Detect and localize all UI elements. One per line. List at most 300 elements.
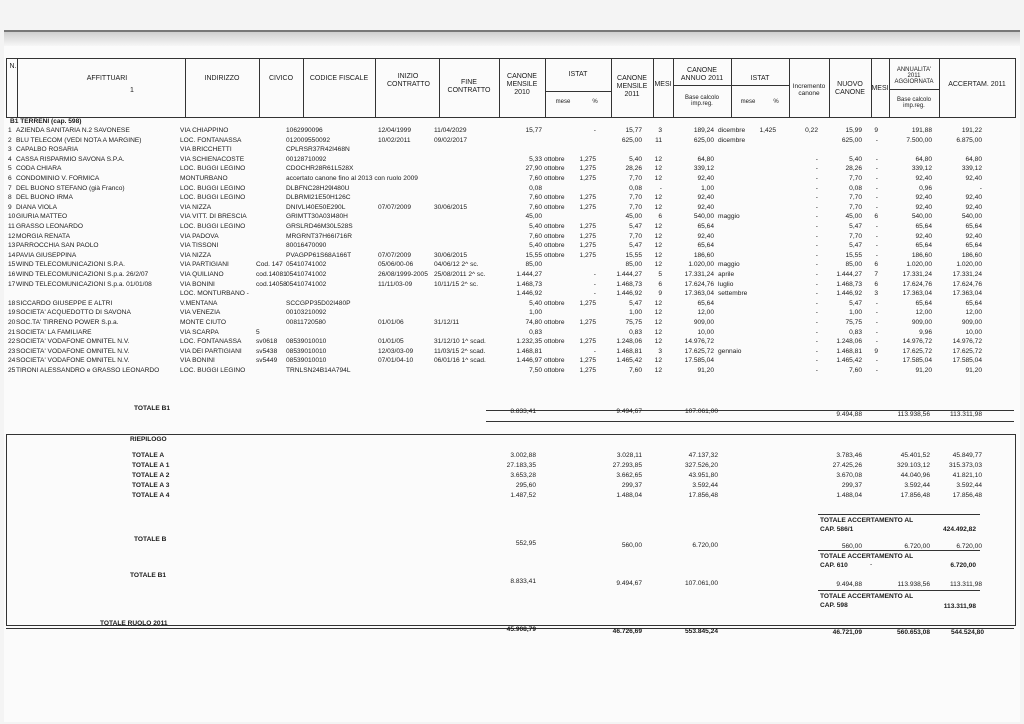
- cell-nuovo: 28,26: [845, 165, 862, 173]
- cell-ann: 17.625,72: [902, 347, 932, 355]
- header-nuovo-canone: NUOVO CANONE: [835, 81, 865, 96]
- cell-annuo: 186,60: [693, 251, 714, 259]
- cell-c2011: 1,00: [629, 309, 642, 317]
- totale-b1-c2011: 9.494,67: [616, 408, 642, 415]
- cell-acc: 91,20: [965, 367, 982, 374]
- cell-n: 4: [8, 155, 12, 163]
- cell-name: SOCIETA' VODAFONE OMNITEL N.V.: [16, 338, 130, 346]
- cell-start: 01/01/06: [378, 319, 404, 326]
- riepilogo-acc: 315.373,03: [948, 462, 982, 469]
- riepilogo-annuo: 327.526,20: [684, 462, 718, 469]
- cell-ip: 1,275: [579, 175, 596, 182]
- table-row: [0, 318, 1016, 328]
- cell-nuovo: 15,55: [845, 251, 862, 259]
- riepilogo-b1-annuo: 107.061,00: [684, 580, 718, 587]
- cell-c2011: 1.248,06: [616, 338, 642, 346]
- cell-ip: 1,275: [579, 338, 596, 346]
- cell-n: 17: [8, 280, 16, 288]
- ruolo-c2011: 46.726,69: [612, 628, 642, 635]
- cell-n: 24: [8, 357, 16, 365]
- cell-mesi: -: [659, 184, 662, 192]
- cell-addr: VIA DEI PARTIGIANI: [180, 347, 242, 355]
- cell-c2011: 0,83: [629, 328, 642, 336]
- cell-c2011: 85,00: [625, 261, 642, 269]
- ruolo-accertam: 544.524,80: [950, 629, 984, 636]
- cell-name: DEL BUONO STEFANO (già Franco): [16, 184, 125, 192]
- riepilogo-label: TOTALE A 4: [132, 492, 170, 499]
- cell-mesi: 3: [658, 127, 662, 134]
- table-row: [0, 222, 1016, 232]
- cell-cf: 012009550092: [286, 136, 331, 144]
- cell-n: 2: [8, 136, 12, 144]
- cell-start: 01/01/05: [378, 338, 404, 346]
- cell-c2010: 5,33: [529, 155, 542, 163]
- header-istat: ISTAT: [568, 71, 588, 78]
- cell-end: 31/12/10 1^ scad.: [434, 338, 486, 346]
- cell-ann: 65,64: [915, 299, 932, 307]
- cell-c2011: 1.444,27: [616, 271, 642, 278]
- cell-inc: 0,22: [805, 127, 818, 134]
- cell-addr: VIA TISSONI: [180, 242, 219, 250]
- cell-nuovo: 0,08: [849, 184, 862, 192]
- cell-ip: 1,275: [579, 357, 596, 365]
- cell-im: ottobre: [544, 203, 565, 211]
- cell-mesi2: -: [875, 328, 878, 336]
- cell-addr: LOC. BUGGI LEGINO: [180, 184, 246, 192]
- cell-nuovo: 1,00: [849, 309, 862, 317]
- cell-cf: 00811720580: [286, 319, 326, 326]
- header-indirizzo: INDIRIZZO: [204, 75, 240, 82]
- cell-ann: 64,80: [915, 155, 932, 163]
- cell-ip: -: [593, 271, 596, 278]
- cell-c2010: 85,00: [525, 261, 542, 269]
- cell-name: WIND TELECOMUNICAZIONI S.P.A.: [16, 261, 125, 269]
- totale-b-nuovo: 560,00: [841, 543, 862, 550]
- cell-c2010: 74,80: [525, 319, 542, 326]
- cell-cf: 08539010010: [286, 347, 327, 355]
- cell-mesi: 12: [654, 194, 662, 202]
- cell-n: 21: [8, 328, 16, 336]
- cell-annuo: 92,40: [697, 175, 714, 182]
- cell-nuovo: 1.444,27: [836, 271, 862, 278]
- cell-n: 6: [8, 175, 12, 182]
- totale-b1-c2010: 8.833,41: [510, 408, 536, 415]
- cell-n: 14: [8, 251, 16, 259]
- cell-annuo: 91,20: [697, 367, 714, 374]
- cell-mesi: 12: [654, 223, 662, 230]
- table-row: [0, 241, 1016, 251]
- cell-acc: 6.875,00: [956, 136, 982, 144]
- cell-addr: VIA PADOVA: [180, 232, 219, 240]
- cell-annuo: 92,40: [697, 194, 714, 202]
- totale-b-accertam: 6.720,00: [956, 543, 982, 550]
- cell-cf: 00103210092: [286, 309, 327, 317]
- cell-annuo: 65,64: [697, 299, 714, 307]
- cell-c2011: 15,77: [625, 127, 642, 134]
- cell-im2: maggio: [718, 213, 740, 221]
- cell-ann: 92,40: [915, 175, 932, 182]
- cell-c2010: 1.468,73: [516, 280, 542, 288]
- riepilogo-c2011: 1.488,04: [616, 492, 642, 499]
- cell-inc: -: [815, 165, 818, 173]
- cell-c2011: 1.468,81: [616, 347, 642, 355]
- accertamento-586-label: TOTALE ACCERTAMENTO AL CAP. 586/1: [820, 517, 914, 533]
- riepilogo-c2011: 27.293,85: [612, 462, 642, 469]
- cell-nuovo: 7,60: [849, 367, 862, 374]
- cell-cf: 05410741002: [286, 271, 327, 278]
- riepilogo-ann: 329.103,12: [896, 462, 930, 469]
- cell-ann: 191,88: [911, 127, 932, 134]
- cell-end: 11/03/15 2^ scad.: [434, 347, 486, 355]
- cell-im: ottobre: [544, 299, 565, 307]
- cell-annuo: 12,00: [697, 309, 714, 317]
- cell-nuovo: 5,47: [849, 242, 862, 250]
- totale-ruolo-label: TOTALE RUOLO 2011: [100, 620, 168, 627]
- riepilogo-c2010: 1.487,52: [510, 492, 536, 499]
- cell-name: SOCIETA' LA FAMILIARE: [16, 328, 92, 336]
- header-accertamento: ACCERTAM. 2011: [948, 81, 1006, 88]
- cell-addr: LOC. BUGGI LEGINO: [180, 223, 246, 230]
- riepilogo-acc: 41.821,10: [952, 472, 982, 479]
- cell-acc: 92,40: [965, 232, 982, 240]
- cell-addr: VIA QUILIANO: [180, 271, 224, 278]
- cell-im2: aprile: [718, 271, 735, 278]
- cell-cf: 80016470090: [286, 242, 327, 250]
- cell-acc: 339,12: [961, 165, 982, 173]
- cell-n: 10: [8, 213, 16, 221]
- riepilogo-label: TOTALE A 1: [132, 462, 170, 469]
- cell-ann: 0,96: [919, 184, 932, 192]
- cell-addr: VIA BONINI: [180, 280, 215, 288]
- cell-ip: 1,275: [579, 299, 596, 307]
- cell-end: 06/01/16 1^ scad.: [434, 357, 486, 365]
- cell-addr: VIA PARTIGIANI: [180, 261, 229, 269]
- riepilogo-line: [0, 481, 1016, 491]
- cell-acc: 12,00: [965, 309, 982, 317]
- riepilogo-nuovo: 27.425,26: [832, 462, 862, 469]
- cell-c2011: 45,00: [625, 213, 642, 221]
- cell-n: 15: [8, 261, 16, 269]
- header-n: N.: [9, 63, 17, 70]
- cell-c2010: 5,40: [529, 242, 542, 250]
- cell-c2010: 1.446,97: [516, 357, 542, 365]
- cell-mesi2: -: [875, 299, 878, 307]
- cell-ann: 186,60: [911, 251, 932, 259]
- cell-nuovo: 45,00: [845, 213, 862, 221]
- cell-addr: MONTURBANO: [180, 175, 228, 182]
- cell-annuo: 1,00: [701, 184, 714, 192]
- cell-annuo: 339,12: [693, 165, 714, 173]
- cell-ann: 92,40: [915, 194, 932, 202]
- cell-im2: gennaio: [718, 347, 742, 355]
- table-row: [0, 203, 1016, 213]
- header-mesi-2: MESI: [871, 85, 889, 92]
- cell-start: 11/11/03-09: [378, 280, 413, 288]
- cell-acc: 17.625,72: [952, 347, 982, 355]
- cell-im: ottobre: [544, 155, 565, 163]
- table-row: [0, 155, 1016, 165]
- cell-mesi2: 3: [874, 290, 878, 298]
- cell-im: ottobre: [544, 194, 565, 202]
- cell-c2011: 7,70: [629, 194, 642, 202]
- table-row: [0, 184, 1016, 194]
- cell-acc: 65,64: [965, 299, 982, 307]
- riepilogo-ann: 17.856,48: [900, 492, 930, 499]
- cell-mesi: 12: [654, 309, 662, 317]
- cell-c2010: 1,00: [529, 309, 542, 317]
- cell-mesi: 9: [658, 290, 662, 298]
- cell-c2010: 7,50: [529, 367, 542, 374]
- table-row: [0, 328, 1016, 338]
- cell-c2011: 75,75: [625, 319, 642, 326]
- cell-addr: VIA VITT. DI BRESCIA: [180, 213, 247, 221]
- section-title: B1 TERRENI (cap. 598): [10, 118, 82, 125]
- cell-nuovo: 625,00: [841, 136, 862, 144]
- table-row: [0, 270, 1016, 280]
- cell-addr: VIA BONINI: [180, 357, 215, 365]
- cell-annuo: 92,40: [697, 232, 714, 240]
- cell-nuovo: 1.465,42: [836, 357, 862, 365]
- cell-end: 11/04/2029: [434, 127, 467, 134]
- cell-ip: 1,275: [579, 242, 596, 250]
- riepilogo-nuovo: 299,37: [841, 482, 862, 489]
- cell-mesi: 12: [654, 338, 662, 346]
- cell-civ: 5: [256, 328, 260, 336]
- cell-im2: luglio: [718, 280, 734, 288]
- header-inizio-contratto: INIZIO CONTRATTO: [387, 73, 430, 88]
- header-affittuari: AFFITTUARI: [86, 75, 128, 82]
- table-row: [0, 308, 1016, 318]
- cell-name: SOCIETA' ACQUEDOTTO DI SAVONA: [16, 309, 131, 317]
- cell-mesi: 12: [654, 242, 662, 250]
- riepilogo-acc: 3.592,44: [956, 482, 982, 489]
- cell-cf: 00128710092: [286, 155, 327, 163]
- header-istat2-pct: %: [773, 99, 779, 105]
- cell-ann: 540,00: [911, 213, 932, 221]
- riepilogo-c2010: 295,60: [515, 482, 536, 489]
- cell-cf: CDOCHR28R61L528X: [286, 165, 354, 173]
- cell-addr: VIA NIZZA: [180, 251, 212, 259]
- cell-name: CONDOMINIO V. FORMICA: [16, 175, 100, 182]
- cell-inc: -: [815, 271, 818, 278]
- table-row: [0, 289, 1016, 299]
- cell-nuovo: 1.446,92: [836, 290, 862, 298]
- cell-mesi2: 6: [874, 213, 878, 221]
- riepilogo-annuo: 43.951,80: [688, 472, 718, 479]
- header-base-calcolo: Base calcolo imp.reg.: [684, 95, 720, 107]
- cell-cf: PVAGPP61S68A166T: [286, 251, 352, 259]
- cell-acc: 92,40: [965, 175, 982, 182]
- cell-c2011: 625,00: [621, 136, 642, 144]
- riepilogo-b1-annualita: 113.938,56: [897, 581, 930, 588]
- cell-mesi2: -: [875, 232, 878, 240]
- cell-name: DEL BUONO IRMA: [16, 194, 73, 202]
- cell-name: BLU TELECOM (VEDI NOTA A MARGINE): [16, 136, 142, 144]
- cell-nuovo: 7,70: [849, 203, 862, 211]
- totale-b-annualita: 6.720,00: [904, 543, 930, 550]
- cell-mesi2: -: [875, 242, 878, 250]
- cell-n: 18: [8, 299, 16, 307]
- header-istat-2: ISTAT: [750, 75, 770, 82]
- riepilogo-b1-c2010: 8.833,41: [510, 578, 536, 585]
- cell-c2011: 5,47: [629, 299, 642, 307]
- cell-civ: cod.14081: [256, 271, 287, 278]
- cell-c2010: 7,60: [529, 175, 542, 182]
- cell-inc: -: [815, 280, 818, 288]
- header-istat-pct: %: [592, 99, 598, 105]
- cell-nuovo: 7,70: [849, 232, 862, 240]
- cell-c2010: 27,90: [525, 165, 542, 173]
- cell-inc: -: [815, 309, 818, 317]
- cell-n: 11: [8, 223, 15, 230]
- cell-n: 1: [8, 127, 12, 134]
- cell-ann: 909,00: [911, 319, 932, 326]
- cell-addr: LOC. BUGGI LEGINO: [180, 165, 246, 173]
- cell-cf: 05410741002: [286, 280, 327, 288]
- ruolo-c2010: 45.908,79: [506, 626, 536, 633]
- cell-c2011: 7,70: [629, 232, 642, 240]
- cell-nuovo: 1.468,81: [836, 347, 862, 355]
- table-row: [0, 126, 1016, 136]
- cell-c2010: 1.444,27: [516, 271, 542, 278]
- cell-nuovo: 85,00: [845, 261, 862, 269]
- cell-addr: V.MENTANA: [180, 299, 218, 307]
- cell-ip: 1,275: [579, 232, 596, 240]
- cell-cf: 08539010010: [286, 338, 327, 346]
- cell-annuo: 1.020,00: [688, 261, 714, 269]
- riepilogo-c2011: 3.662,65: [616, 472, 642, 479]
- riepilogo-c2010: 27.183,35: [506, 462, 536, 469]
- cell-nuovo: 5,47: [849, 223, 862, 230]
- cell-start: 12/03/03-09: [378, 347, 414, 355]
- totale-b-c2010: 552,95: [515, 540, 536, 547]
- cell-cf: GRIMTT30A03I480H: [286, 213, 348, 221]
- cell-cf: 08539010010: [286, 357, 327, 365]
- cell-mesi2: -: [875, 194, 878, 202]
- riepilogo-ann: 44.040,96: [900, 472, 930, 479]
- cell-mesi: 12: [654, 203, 662, 211]
- cell-end: 04/06/12 2^ sc.: [434, 261, 479, 269]
- cell-name: WIND TELECOMUNICAZIONI S.p.a. 26/2/07: [16, 271, 149, 278]
- cell-name: PAVIA GIUSEPPINA: [16, 251, 77, 259]
- ruolo-annualita: 560.653,08: [896, 629, 930, 636]
- cell-civ: Cod. 147: [256, 261, 283, 269]
- riepilogo-nuovo: 1.488,04: [836, 492, 862, 499]
- table-row: [0, 260, 1016, 270]
- cell-nuovo: 1.248,06: [836, 338, 862, 346]
- cell-mesi2: -: [875, 367, 878, 374]
- cell-addr: LOC. FONTANASSA: [180, 136, 242, 144]
- cell-nuovo: 1.468,73: [836, 280, 862, 288]
- cell-mesi2: -: [875, 309, 878, 317]
- cell-ip: 1,275: [579, 165, 596, 173]
- table-row: [0, 366, 1016, 376]
- cell-name: GIURIA MATTEO: [16, 213, 68, 221]
- cell-cf: 1062990096: [286, 127, 323, 134]
- cell-name: AZIENDA SANITARIA N.2 SAVONESE: [16, 127, 130, 134]
- cell-ip: 1,275: [579, 203, 596, 211]
- header-fine-contratto: FINE CONTRATTO: [447, 79, 491, 94]
- cell-ann: 12,00: [915, 309, 932, 317]
- totale-b1-nuovo: 9.494,88: [836, 411, 862, 418]
- cell-mesi: 12: [654, 175, 662, 182]
- cell-ann: 17.585,04: [902, 357, 932, 365]
- cell-ip: 1,275: [579, 194, 596, 202]
- cell-end: 30/06/2015: [434, 203, 468, 211]
- cell-n: 20: [8, 319, 16, 326]
- cell-acc: 17.585,04: [952, 357, 982, 365]
- cell-annuo: 14.976,72: [684, 338, 714, 346]
- cell-mesi: 6: [658, 213, 662, 221]
- cell-ann: 92,40: [915, 203, 932, 211]
- cell-ann: 65,64: [915, 223, 932, 230]
- cell-c2010: 7,60: [529, 194, 542, 202]
- riepilogo-title: RIEPILOGO: [130, 436, 167, 443]
- cell-ip: 1,275: [579, 223, 596, 230]
- cell-im: ottobre: [544, 242, 565, 250]
- cell-addr: VIA SCARPA: [180, 328, 219, 336]
- cell-addr: VIA SCHIENACOSTE: [180, 155, 245, 163]
- cell-cf: MRGRNT37H66I716R: [286, 232, 352, 240]
- table-row: [0, 299, 1016, 309]
- cell-ip: 1,275: [579, 367, 596, 374]
- cell-acc: 64,80: [965, 155, 982, 163]
- cell-mesi: 3: [658, 347, 662, 355]
- cell-n: 7: [8, 184, 12, 192]
- cell-acc: 1.020,00: [956, 261, 982, 269]
- cell-im2: maggio: [718, 261, 740, 269]
- cell-acc: 65,64: [965, 223, 982, 230]
- cell-ann: 65,64: [915, 242, 932, 250]
- totale-b1-label: TOTALE B1: [134, 405, 171, 412]
- cell-im2: settembre: [718, 290, 748, 298]
- table-row: [0, 280, 1016, 290]
- cell-ip: 1,275: [579, 155, 596, 163]
- table-row: [0, 174, 1016, 184]
- cell-nuovo: 5,40: [849, 155, 862, 163]
- cell-im: ottobre: [544, 338, 565, 346]
- totale-b-c2011: 560,00: [621, 542, 642, 549]
- cell-mesi2: -: [875, 203, 878, 211]
- header-civico: CIVICO: [268, 75, 294, 82]
- riepilogo-ann: 45.401,52: [900, 452, 930, 459]
- cell-mesi: 12: [654, 165, 662, 173]
- accertamento-610-value: 6.720,00: [950, 562, 976, 569]
- cell-c2011: 0,08: [629, 184, 642, 192]
- header-mesi: MESI: [654, 81, 672, 88]
- cell-annuo: 540,00: [693, 213, 714, 221]
- cell-inc: -: [815, 242, 818, 250]
- riepilogo-acc: 45.849,77: [952, 452, 982, 459]
- cell-ip: -: [593, 290, 596, 298]
- cell-cf: TRNLSN24B14A794L: [286, 367, 351, 374]
- cell-im: ottobre: [544, 319, 565, 326]
- header-canone-2010: CANONE MENSILE 2010: [506, 73, 538, 96]
- riepilogo-acc: 17.856,48: [952, 492, 982, 499]
- cell-inc: -: [815, 203, 818, 211]
- cell-inc: -: [815, 357, 818, 365]
- cell-im: ottobre: [544, 232, 565, 240]
- header-istat-mese: mese: [555, 99, 571, 105]
- cell-civ: sv0618: [256, 338, 278, 346]
- cell-inc: -: [815, 338, 818, 346]
- riepilogo-line: [0, 451, 1016, 461]
- riepilogo-annuo: 17.856,48: [688, 492, 718, 499]
- cell-c2010: 0,83: [529, 328, 542, 336]
- cell-mesi: 12: [654, 367, 662, 374]
- cell-im: ottobre: [544, 367, 565, 374]
- cell-ann: 17.363,04: [902, 290, 932, 298]
